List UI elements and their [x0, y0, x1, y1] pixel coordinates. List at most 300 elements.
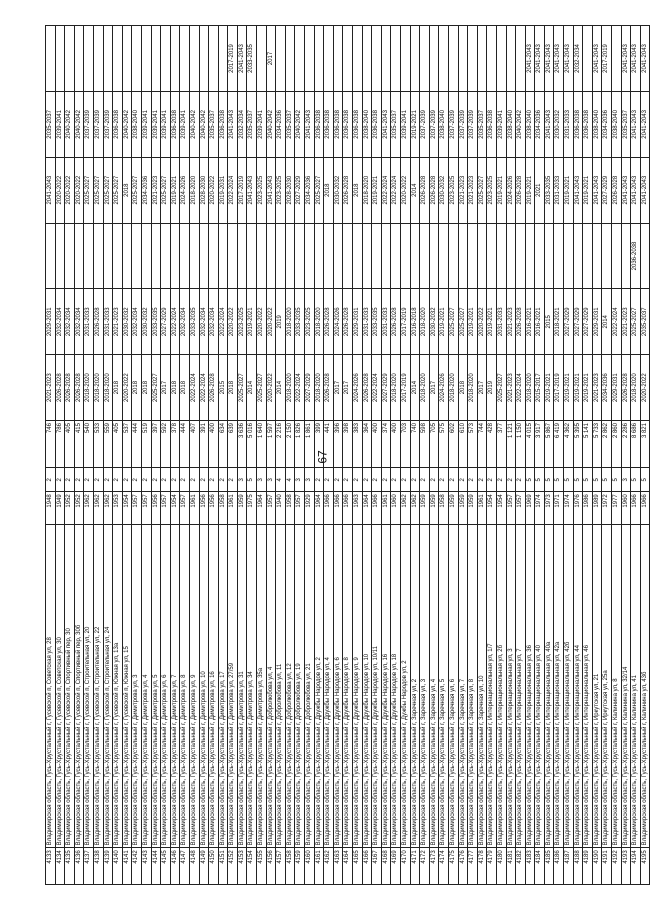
cell-id: 4138: [93, 848, 103, 885]
table-row: [535, 26, 545, 885]
cell-p3: [592, 223, 602, 289]
cell-p3: [228, 223, 238, 289]
cell-p2: 2016-2018: [410, 289, 420, 355]
cell-p1: 2018: [113, 355, 123, 421]
cell-p4: 2019-2021: [564, 157, 574, 223]
cell-p3: [410, 223, 420, 289]
cell-p2: 2025-2027: [458, 289, 468, 355]
cell-year: 1954: [170, 492, 180, 524]
cell-p6: [84, 26, 94, 92]
cell-p4: 2018-2020: [362, 157, 372, 223]
table-row: [477, 26, 487, 885]
cell-addr: Владимирская область, Гусь-Хрустальный г, Димитрова ул, 31: [237, 524, 247, 848]
cell-p4: 2023-2025: [276, 157, 286, 223]
cell-p6: [151, 26, 161, 92]
cell-p1: 2018-2020: [468, 355, 478, 421]
cell-p1: 2027-2029: [305, 355, 315, 421]
cell-area: 5 395: [573, 421, 583, 468]
cell-id: 4189: [583, 848, 593, 885]
cell-p4: 2028-2030: [285, 157, 295, 223]
cell-p3: [554, 223, 564, 289]
cell-p6: 2041-2043: [237, 26, 247, 92]
cell-p3: [477, 223, 487, 289]
cell-addr: Владимирская область, Гусь-Хрустальный г, Димитрова ул, 35а: [257, 524, 267, 848]
cell-p3: [55, 223, 65, 289]
cell-p3: [141, 223, 151, 289]
cell-p1: 2020-2022: [640, 355, 650, 421]
cell-p1: 2024-2026: [439, 355, 449, 421]
cell-p2: 2023-2025: [305, 289, 315, 355]
cell-p6: [65, 26, 75, 92]
cell-area: 1 121: [506, 421, 516, 468]
cell-id: 4134: [55, 848, 65, 885]
cell-p4: 2020-2022: [400, 157, 410, 223]
cell-p3: [93, 223, 103, 289]
cell-p5: 2035-2037: [477, 91, 487, 157]
cell-fl: 2: [93, 468, 103, 492]
cell-id: 4180: [496, 848, 506, 885]
cell-fl: 2: [381, 468, 391, 492]
cell-id: 4173: [429, 848, 439, 885]
cell-p3: [266, 223, 276, 289]
cell-p6: [103, 26, 113, 92]
cell-p5: 2030-2032: [554, 91, 564, 157]
cell-area: 4 015: [525, 421, 535, 468]
cell-p6: [362, 26, 372, 92]
cell-fl: 2: [410, 468, 420, 492]
cell-p2: 2019-2021: [247, 289, 257, 355]
cell-id: 4153: [237, 848, 247, 885]
cell-id: 4178: [477, 848, 487, 885]
cell-p6: [209, 26, 219, 92]
cell-year: 1961: [477, 492, 487, 524]
cell-p2: 2032-2034: [74, 289, 84, 355]
cell-fl: 5: [592, 468, 602, 492]
cell-p4: 2020-2022: [65, 157, 75, 223]
cell-p1: 2018: [458, 355, 468, 421]
cell-p3: [544, 223, 554, 289]
cell-id: 4148: [189, 848, 199, 885]
cell-p4: 2019-2021: [525, 157, 535, 223]
cell-p2: 2032-2034: [65, 289, 75, 355]
cell-p5: 2031-2033: [564, 91, 574, 157]
cell-p4: 2026-2028: [343, 157, 353, 223]
cell-p2: 2024-2026: [333, 289, 343, 355]
table-row: [170, 26, 180, 885]
cell-p2: 2030-2032: [141, 289, 151, 355]
cell-p2: 2016-2021: [525, 289, 535, 355]
cell-p5: 2036-2038: [170, 91, 180, 157]
cell-p4: 2022-2024: [381, 157, 391, 223]
cell-fl: 2: [218, 468, 228, 492]
table-row: [448, 26, 458, 885]
cell-fl: 5: [535, 468, 545, 492]
cell-id: 4175: [448, 848, 458, 885]
cell-fl: 2: [103, 468, 113, 492]
cell-fl: 5: [564, 468, 574, 492]
cell-fl: 2: [141, 468, 151, 492]
cell-id: 4166: [362, 848, 372, 885]
table-row: [103, 26, 113, 885]
cell-p4: 2025-2027: [132, 157, 142, 223]
cell-p2: 2033-2035: [151, 289, 161, 355]
cell-p6: [477, 26, 487, 92]
cell-year: 1975: [247, 492, 257, 524]
cell-p5: 2039-2041: [161, 91, 171, 157]
cell-p2: 2022-2024: [218, 289, 228, 355]
cell-p3: [535, 223, 545, 289]
cell-area: 441: [324, 421, 334, 468]
cell-fl: 2: [420, 468, 430, 492]
cell-year: 1956: [151, 492, 161, 524]
table-row: [266, 26, 276, 885]
cell-year: 1962: [93, 492, 103, 524]
cell-addr: Владимирская область, Гусь-Хрустальный г, Димитрова ул, 5: [151, 524, 161, 848]
cell-p5: 2037-2039: [448, 91, 458, 157]
cell-p3: [218, 223, 228, 289]
cell-p4: 2041-2043: [266, 157, 276, 223]
cell-fl: 3: [257, 468, 267, 492]
cell-p1: 2020-2022: [266, 355, 276, 421]
cell-p2: 2021-2023: [113, 289, 123, 355]
cell-p3: [506, 223, 516, 289]
document-sheet: [45, 25, 648, 864]
cell-addr: Владимирская область, Гусь-Хрустальный г, Интернациональная ул, 40: [535, 524, 545, 848]
cell-p3: [113, 223, 123, 289]
cell-p6: [314, 26, 324, 92]
cell-addr: Владимирская область, Гусь-Хрустальный г, Димитрова ул, 8: [180, 524, 190, 848]
cell-area: 2 150: [285, 421, 295, 468]
cell-p5: 2037-2039: [420, 91, 430, 157]
cell-p1: 2014: [276, 355, 286, 421]
cell-p6: 2032-2034: [573, 26, 583, 92]
cell-p1: 2019-2021: [583, 355, 593, 421]
cell-year: 1966: [631, 492, 641, 524]
cell-p5: 2036-2038: [583, 91, 593, 157]
cell-p1: 2018-2020: [103, 355, 113, 421]
cell-p4: 2025-2027: [113, 157, 123, 223]
cell-year: 1957: [506, 492, 516, 524]
cell-p1: 2018: [180, 355, 190, 421]
cell-p1: 2014: [247, 355, 257, 421]
cell-p6: [612, 26, 622, 92]
cell-p5: 2035-2037: [46, 91, 56, 157]
cell-p2: 2019-2021: [487, 289, 497, 355]
cell-p5: 2036-2038: [372, 91, 382, 157]
cell-p4: 2025-2027: [161, 157, 171, 223]
cell-fl: 2: [439, 468, 449, 492]
cell-p3: [487, 223, 497, 289]
cell-area: 405: [65, 421, 75, 468]
table-row: [122, 26, 132, 885]
cell-p5: 2041-2043: [640, 91, 650, 157]
cell-year: 1961: [228, 492, 238, 524]
table-row: [468, 26, 478, 885]
cell-area: 703: [400, 421, 410, 468]
cell-p5: 2037-2039: [84, 91, 94, 157]
cell-p3: 2036-2038: [631, 223, 641, 289]
cell-fl: 2: [65, 468, 75, 492]
cell-id: 4191: [602, 848, 612, 885]
cell-addr: Владимирская область, Гусь-Хрустальный г, Заречная ул, 2: [410, 524, 420, 848]
cell-p2: 2019: [276, 289, 286, 355]
cell-p6: [93, 26, 103, 92]
table-row: [151, 26, 161, 885]
cell-p5: 2036-2038: [353, 91, 363, 157]
cell-p2: 2033-2035: [295, 289, 305, 355]
table-row: [132, 26, 142, 885]
cell-fl: 5: [640, 468, 650, 492]
cell-p1: 2029-2031: [612, 355, 622, 421]
cell-area: 407: [189, 421, 199, 468]
cell-p5: 2038-2040: [525, 91, 535, 157]
cell-fl: 4: [276, 468, 286, 492]
cell-fl: 2: [74, 468, 84, 492]
cell-p5: 2035-2037: [621, 91, 631, 157]
cell-area: 2 860: [612, 421, 622, 468]
cell-p3: [439, 223, 449, 289]
cell-id: 4172: [420, 848, 430, 885]
cell-p4: 2020-2022: [74, 157, 84, 223]
table-row: [564, 26, 574, 885]
cell-p5: 2037-2039: [429, 91, 439, 157]
cell-addr: Владимирская область, Гусь-Хрустальный г, Дружбы Народов ул, 6: [333, 524, 343, 848]
cell-p5: 2034-2036: [276, 91, 286, 157]
cell-area: 400: [391, 421, 401, 468]
cell-p2: 2031-2033: [496, 289, 506, 355]
cell-p1: 2025-2027: [257, 355, 267, 421]
cell-p4: 2021-2023: [458, 157, 468, 223]
cell-year: 1964: [257, 492, 267, 524]
cell-fl: 5: [612, 468, 622, 492]
cell-p4: 2020-2022: [209, 157, 219, 223]
table-row: [429, 26, 439, 885]
cell-year: 1954: [496, 492, 506, 524]
cell-year: 1966: [343, 492, 353, 524]
cell-fl: 2: [468, 468, 478, 492]
cell-year: 1964: [362, 492, 372, 524]
cell-id: 4162: [324, 848, 334, 885]
table-row: [247, 26, 257, 885]
cell-p3: [276, 223, 286, 289]
cell-p1: 2022-2024: [372, 355, 382, 421]
cell-addr: Владимирская область, Гусь-Хрустальный г, Добролюбова ул, 11: [276, 524, 286, 848]
cell-area: 428: [487, 421, 497, 468]
cell-p4: 2022-2024: [391, 157, 401, 223]
cell-addr: Владимирская область, Гусь-Хрустальный г, Иркутская ул, 21: [592, 524, 602, 848]
cell-addr: Владимирская область, Гусь-Хрустальный г, Интернациональная ул, 3: [506, 524, 516, 848]
cell-area: 444: [132, 421, 142, 468]
table-row: [46, 26, 56, 885]
cell-addr: Владимирская область, Гусь-Хрустальный г, Заречная ул, 3: [420, 524, 430, 848]
cell-p4: 2019-2021: [496, 157, 506, 223]
cell-year: 1959: [468, 492, 478, 524]
table-row: [640, 26, 650, 885]
cell-year: 1977: [612, 492, 622, 524]
cell-id: 4143: [141, 848, 151, 885]
cell-p1: 2015: [218, 355, 228, 421]
cell-year: 1958: [439, 492, 449, 524]
cell-addr: Владимирская область, Гусь-Хрустальный г, Димитрова ул, 34: [247, 524, 257, 848]
table-row: [189, 26, 199, 885]
cell-year: 1957: [132, 492, 142, 524]
cell-p6: [400, 26, 410, 92]
cell-id: 4133: [46, 848, 56, 885]
cell-p6: [257, 26, 267, 92]
cell-p3: [305, 223, 315, 289]
cell-addr: Владимирская область, Гусь-Хрустальный г, Интернациональная ул, 46: [583, 524, 593, 848]
cell-year: 1957: [295, 492, 305, 524]
cell-addr: Владимирская область, Гусь-Хрустальный г, Интернациональная ул, 36: [525, 524, 535, 848]
cell-fl: 2: [333, 468, 343, 492]
cell-id: 4139: [103, 848, 113, 885]
cell-p1: 2019-2021: [573, 355, 583, 421]
cell-addr: Владимирская область, Гусь-Хрустальный г, Гусевской п, Спортивный пер, 30: [65, 524, 75, 848]
cell-p1: 2017-2019: [400, 355, 410, 421]
cell-p2: 2019-2021: [439, 289, 449, 355]
cell-p5: 2038-2040: [132, 91, 142, 157]
cell-p4: 2021: [535, 157, 545, 223]
cell-p2: 2031-2033: [362, 289, 372, 355]
cell-p4: 2030-2032: [439, 157, 449, 223]
table-row: [487, 26, 497, 885]
cell-p1: 2025-2027: [496, 355, 506, 421]
cell-p5: 2036-2038: [573, 91, 583, 157]
cell-p3: [209, 223, 219, 289]
cell-p3: [391, 223, 401, 289]
cell-addr: Владимирская область, Гусь-Хрустальный г, Интернациональная ул, 2б: [496, 524, 506, 848]
cell-addr: Владимирская область, Гусь-Хрустальный г, Гусевской п, Советская ул, 30: [55, 524, 65, 848]
table-row: [343, 26, 353, 885]
cell-area: 740: [410, 421, 420, 468]
cell-p4: 2041-2043: [573, 157, 583, 223]
table-row: [410, 26, 420, 885]
cell-year: 1986: [583, 492, 593, 524]
cell-p5: 2036-2038: [314, 91, 324, 157]
cell-p4: 2023-2025: [257, 157, 267, 223]
cell-p1: 2024-2026: [353, 355, 363, 421]
cell-p2: 2027-2029: [583, 289, 593, 355]
cell-year: 1974: [535, 492, 545, 524]
cell-p3: [295, 223, 305, 289]
cell-year: 1940: [276, 492, 286, 524]
cell-p1: 2018: [228, 355, 238, 421]
cell-p6: 2041-2043: [640, 26, 650, 92]
cell-p2: 2014: [602, 289, 612, 355]
cell-p3: [151, 223, 161, 289]
cell-p1: 2017: [477, 355, 487, 421]
cell-p6: [276, 26, 286, 92]
cell-area: 639: [228, 421, 238, 468]
cell-p3: [429, 223, 439, 289]
cell-p1: 2018: [132, 355, 142, 421]
cell-id: 4193: [621, 848, 631, 885]
table-row: [333, 26, 343, 885]
cell-fl: 5: [573, 468, 583, 492]
cell-year: 1949: [55, 492, 65, 524]
cell-p5: 2040-2042: [189, 91, 199, 157]
cell-p2: 2029-2031: [592, 289, 602, 355]
cell-p6: [429, 26, 439, 92]
cell-p4: 2026-2028: [420, 157, 430, 223]
cell-year: 1972: [602, 492, 612, 524]
cell-addr: Владимирская область, Гусь-Хрустальный г, Димитрова ул, 3: [132, 524, 142, 848]
cell-addr: Владимирская область, Гусь-Хрустальный г, Димитрова ул, 4: [141, 524, 151, 848]
cell-fl: 2: [496, 468, 506, 492]
cell-p3: [525, 223, 535, 289]
cell-area: 400: [209, 421, 219, 468]
cell-year: 1956: [209, 492, 219, 524]
cell-year: 1962: [103, 492, 113, 524]
cell-p5: 2039-2041: [257, 91, 267, 157]
cell-p1: 2018: [141, 355, 151, 421]
cell-year: 1962: [410, 492, 420, 524]
cell-area: 537: [122, 421, 132, 468]
cell-p6: [161, 26, 171, 92]
cell-addr: Владимирская область, Гусь-Хрустальный г, Дружбы Народов ул, 10: [362, 524, 372, 848]
table-row: [420, 26, 430, 885]
cell-area: 8 686: [631, 421, 641, 468]
cell-year: 1969: [525, 492, 535, 524]
cell-p3: [640, 223, 650, 289]
cell-area: 1 597: [266, 421, 276, 468]
cell-area: 598: [420, 421, 430, 468]
table-row: [180, 26, 190, 885]
cell-p6: 2017: [266, 26, 276, 92]
cell-p2: 2022-2024: [170, 289, 180, 355]
cell-p2: 2035-2037: [640, 289, 650, 355]
cell-fl: 2: [113, 468, 123, 492]
cell-p4: 2041-2043: [621, 157, 631, 223]
cell-p1: 2018: [170, 355, 180, 421]
cell-p3: [189, 223, 199, 289]
cell-fl: 2: [372, 468, 382, 492]
cell-p2: 2018-2020: [285, 289, 295, 355]
cell-p5: 2041-2043: [381, 91, 391, 157]
cell-p3: [420, 223, 430, 289]
table-row: [573, 26, 583, 885]
cell-p5: 2039-2041: [141, 91, 151, 157]
cell-p2: 2032-2034: [132, 289, 142, 355]
cell-p1: 2022-2024: [516, 355, 526, 421]
table-row: [458, 26, 468, 885]
cell-area: 4 362: [564, 421, 574, 468]
cell-p1: 2018-2020: [391, 355, 401, 421]
cell-p1: 2019: [487, 355, 497, 421]
cell-id: 4150: [209, 848, 219, 885]
cell-area: 383: [353, 421, 363, 468]
cell-p5: 2038-2040: [362, 91, 372, 157]
cell-id: 4187: [564, 848, 574, 885]
cell-p3: [602, 223, 612, 289]
cell-p6: [487, 26, 497, 92]
cell-id: 4176: [458, 848, 468, 885]
cell-p1: 2022-2024: [189, 355, 199, 421]
cell-p2: 2029-2031: [46, 289, 56, 355]
cell-p6: 2017-2019: [228, 26, 238, 92]
cell-area: 786: [55, 421, 65, 468]
cell-p6: [180, 26, 190, 92]
table-row: [228, 26, 238, 885]
cell-p1: 2022-2024: [295, 355, 305, 421]
cell-p1: 2017: [161, 355, 171, 421]
cell-fl: 2: [228, 468, 238, 492]
cell-p4: 2024-2026: [180, 157, 190, 223]
cell-year: 1957: [141, 492, 151, 524]
cell-p6: 2041-2043: [525, 26, 535, 92]
cell-p3: [516, 223, 526, 289]
cell-p1: 2026-2028: [209, 355, 219, 421]
